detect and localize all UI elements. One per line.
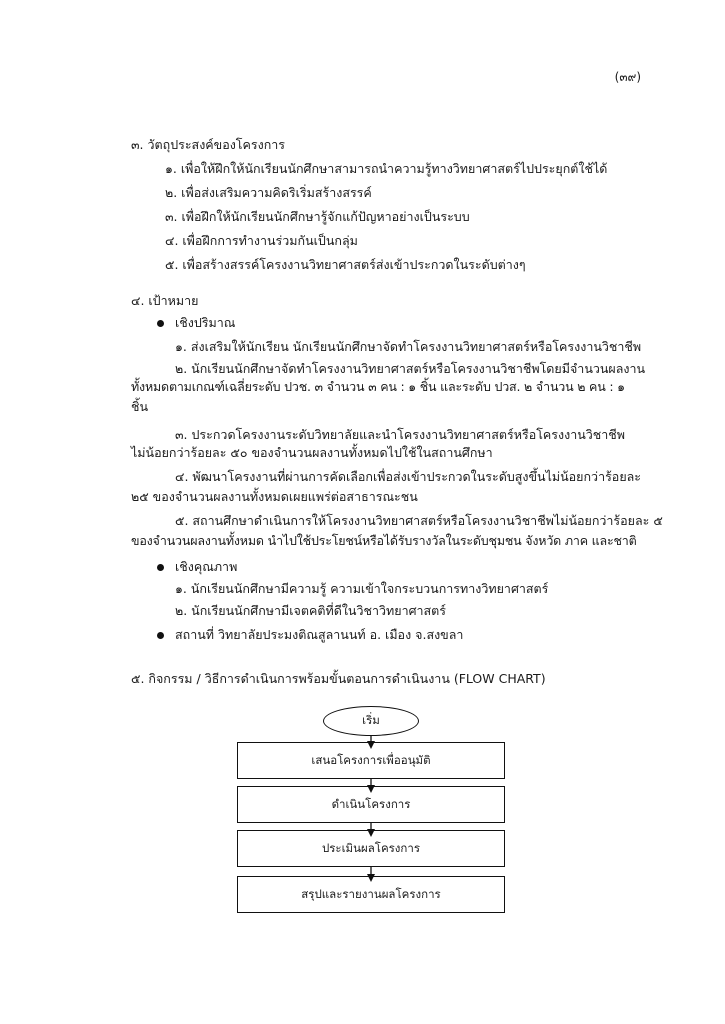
objective-item-3: ๓. เพื่อฝึกให้นักเรียนนักศึกษารู้จักแก้ปัญหาอย่างเป็นระบบ bbox=[165, 209, 470, 224]
flowchart-step-2: ดำเนินโครงการ bbox=[237, 786, 505, 823]
location-text: สถานที่ วิทยาลัยประมงติณสูลานนท์ อ. เมือง จ.สงขลา bbox=[175, 627, 464, 642]
flowchart-start: เริ่ม bbox=[323, 706, 419, 736]
objective-item-4: ๔. เพื่อฝึกการทำงานร่วมกันเป็นกลุ่ม bbox=[165, 233, 358, 248]
quantitative-item-2: ๒. นักเรียนนักศึกษาจัดทำโครงงานวิทยาศาสตร์หรือโครงงานวิชาชีพโดยมีจำนวนผลงาน bbox=[175, 361, 646, 376]
quantitative-item-2-cont2: ชิ้น bbox=[131, 399, 149, 414]
quantitative-item-1: ๑. ส่งเสริมให้นักเรียน นักเรียนนักศึกษาจัดทำโครงงานวิทยาศาสตร์หรือโครงงานวิชาชีพ bbox=[175, 339, 642, 354]
qualitative-item-1: ๑. นักเรียนนักศึกษามีความรู้ ความเข้าใจกระบวนการทางวิทยาศาสตร์ bbox=[175, 581, 549, 596]
objective-item-2: ๒. เพื่อส่งเสริมความคิดริเริ่มสร้างสรรค์ bbox=[165, 185, 372, 200]
quantitative-item-3-cont: ไม่น้อยกว่าร้อยละ ๕๐ ของจำนวนผลงานทั้งหมดไปใช้ในสถานศึกษา bbox=[131, 445, 493, 460]
qualitative-label: เชิงคุณภาพ bbox=[175, 559, 238, 574]
page-number: (๓๙) bbox=[614, 70, 641, 84]
objective-item-1: ๑. เพื่อให้ฝึกให้นักเรียนนักศึกษาสามารถนำความรู้ทางวิทยาศาสตร์ไปประยุกต์ใช้ได้ bbox=[165, 161, 608, 176]
objectives-heading: ๓. วัตถุประสงค์ของโครงการ bbox=[131, 137, 286, 152]
quantitative-item-4: ๔. พัฒนาโครงงานที่ผ่านการคัดเลือกเพื่อส่งเข้าประกวดในระดับสูงขึ้นไม่น้อยกว่าร้อยละ bbox=[175, 469, 642, 484]
flowchart-step-3: ประเมินผลโครงการ bbox=[237, 830, 505, 867]
flowchart-step-1: เสนอโครงการเพื่ออนุมัติ bbox=[237, 742, 505, 779]
quantitative-item-4-cont: ๒๕ ของจำนวนผลงานทั้งหมดเผยแพร่ต่อสาธารณะชน bbox=[131, 489, 418, 504]
quantitative-item-3: ๓. ประกวดโครงงานระดับวิทยาลัยและนำโครงงานวิทยาศาสตร์หรือโครงงานวิชาชีพ bbox=[175, 427, 626, 442]
quantitative-item-5: ๕. สถานศึกษาดำเนินการให้โครงงานวิทยาศาสตร์หรือโครงงานวิชาชีพไม่น้อยกว่าร้อยละ ๕ bbox=[175, 513, 663, 528]
quantitative-label: เชิงปริมาณ bbox=[175, 315, 236, 330]
flowchart-step-4: สรุปและรายงานผลโครงการ bbox=[237, 876, 505, 913]
objective-item-5: ๕. เพื่อสร้างสรรค์โครงงานวิทยาศาสตร์ส่งเข้าประกวดในระดับต่างๆ bbox=[165, 257, 526, 272]
quantitative-item-2-cont: ทั้งหมดตามเกณฑ์เฉลี่ยระดับ ปวช. ๓ จำนวน ๓ คน : ๑ ชิ้น และระดับ ปวส. ๒ จำนวน ๒ คน : ๑ bbox=[131, 379, 625, 394]
quantitative-item-5-cont: ของจำนวนผลงานทั้งหมด นำไปใช้ประโยชน์หรือได้รับรางวัลในระดับชุมชน จังหวัด ภาค และชาติ bbox=[131, 533, 637, 548]
activities-heading: ๕. กิจกรรม / วิธีการดำเนินการพร้อมขั้นตอนการดำเนินงาน (FLOW CHART) bbox=[131, 671, 546, 686]
qualitative-item-2: ๒. นักเรียนนักศึกษามีเจตคติที่ดีในวิชาวิทยาศาสตร์ bbox=[175, 603, 447, 618]
targets-heading: ๔. เป้าหมาย bbox=[131, 293, 199, 308]
